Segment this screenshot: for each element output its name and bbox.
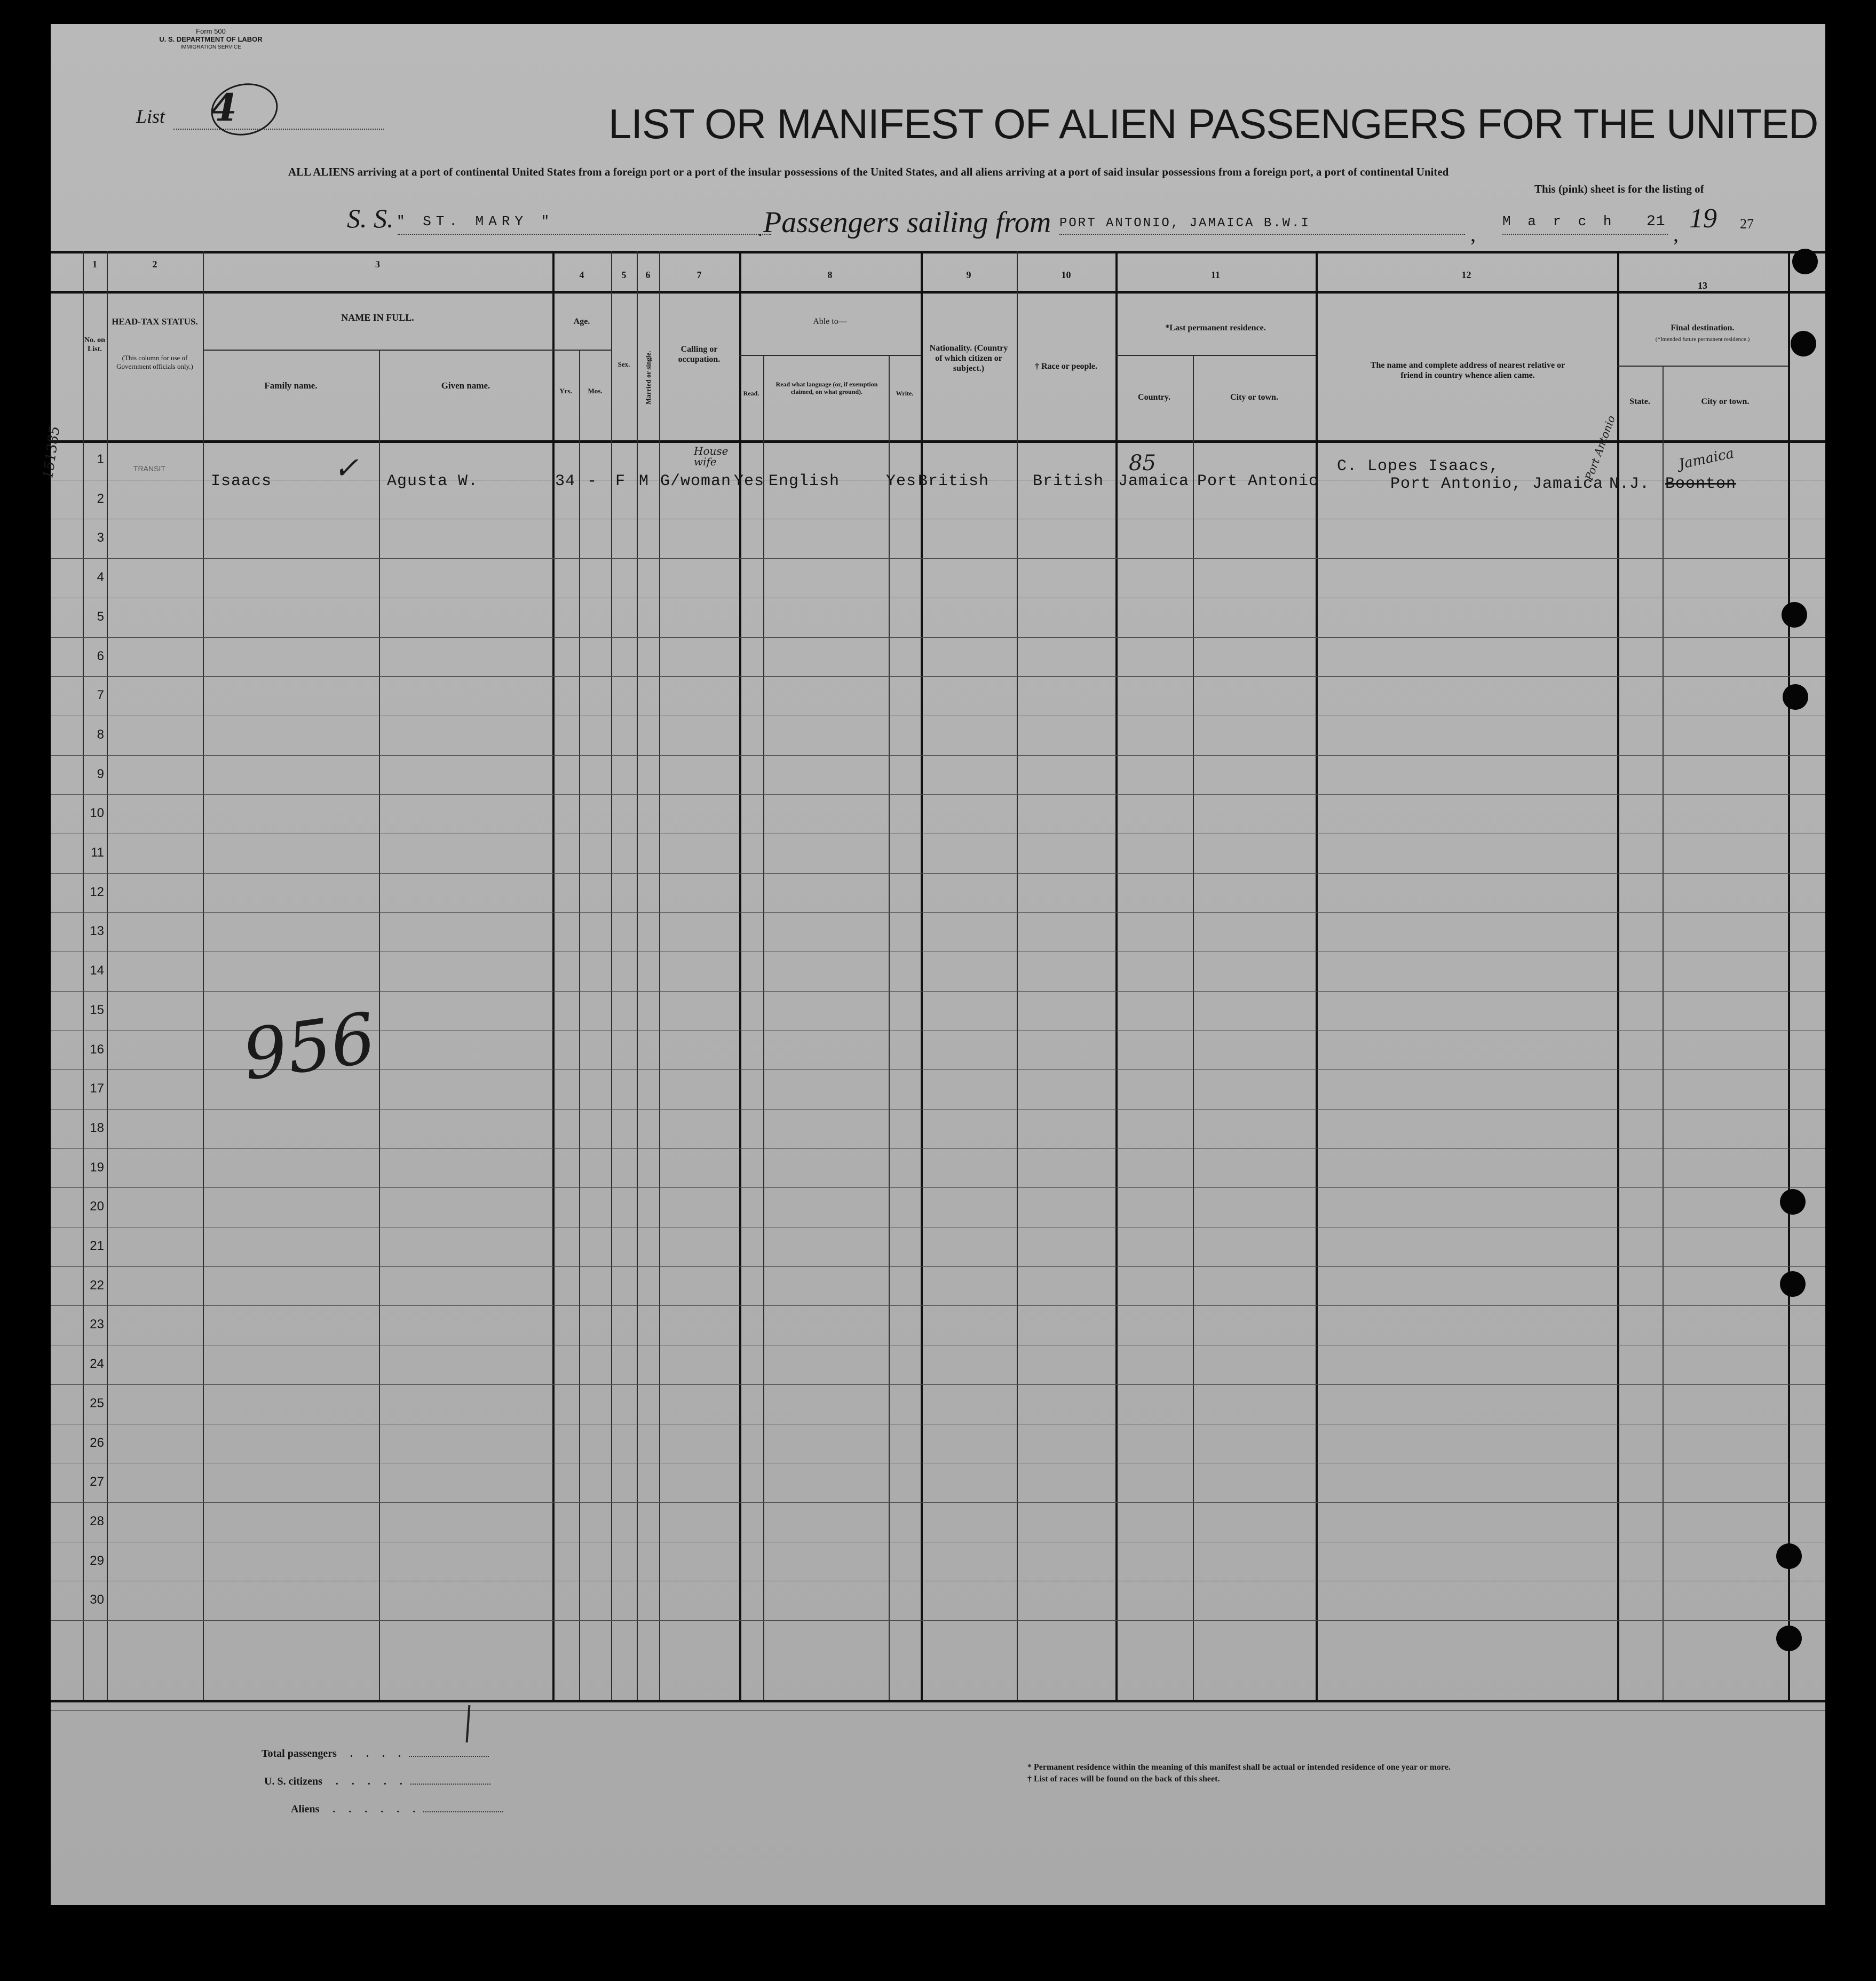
header-calling: Calling or occupation. <box>678 345 721 364</box>
col-line <box>921 251 923 1700</box>
row-number: 16 <box>90 1042 104 1057</box>
header-married: Married or single. <box>644 351 653 405</box>
can-read: Yes <box>734 472 765 490</box>
header-family-name: Family name. <box>264 381 318 391</box>
table-bottom-rule <box>51 1710 1825 1711</box>
year-prefix: 19 <box>1689 203 1717 234</box>
col-line <box>763 355 764 1700</box>
dest-annotation-jamaica: Jamaica <box>1677 445 1736 473</box>
read-language: English <box>769 472 840 490</box>
row-rule <box>51 794 1825 795</box>
col-line <box>1316 251 1318 1700</box>
sailing-label: Passengers sailing from <box>763 206 1051 239</box>
footer-total-passengers: Total passengers . . . . <box>262 1748 489 1760</box>
col-num-3: 3 <box>375 259 380 270</box>
footnote-residence: * Permanent residence within the meaning of this manifest shall be actual or intended residence of one year or more. <box>1027 1763 1451 1772</box>
col-line <box>1017 251 1018 1700</box>
department-name: U. S. DEPARTMENT OF LABOR <box>159 35 263 43</box>
col-num-10: 10 <box>1061 270 1071 280</box>
row-number: 7 <box>97 688 104 703</box>
row-rule <box>51 676 1825 677</box>
country-annotation: 85 <box>1129 451 1156 476</box>
row-number: 17 <box>90 1081 104 1096</box>
col-line <box>552 251 555 1700</box>
check-mark: ✓ <box>334 451 359 486</box>
can-write: Yes <box>886 472 917 490</box>
dest-annotation-port: Port Antonio <box>1582 414 1618 482</box>
row-number: 20 <box>90 1199 104 1214</box>
row-rule <box>51 1187 1825 1188</box>
table-bottom-border <box>51 1700 1825 1702</box>
col-num-4: 4 <box>579 270 584 280</box>
month: M a r c h <box>1502 213 1616 229</box>
row-number: 29 <box>90 1553 104 1568</box>
header-final-destination-note: (*Intended future permanent residence.) <box>1655 336 1750 343</box>
header-last-residence: *Last permanent residence. <box>1165 323 1266 332</box>
row-rule <box>51 1148 1825 1149</box>
form-number: Form 500 <box>196 27 226 35</box>
header-final-destination: Final destination. <box>1671 323 1735 332</box>
punch-hole <box>1776 1626 1802 1651</box>
row-number: 6 <box>97 648 104 663</box>
us-citizens-field <box>410 1784 490 1785</box>
aliens-label: Aliens <box>291 1803 320 1815</box>
footnote-races: † List of races will be found on the back of this sheet. <box>1027 1774 1220 1784</box>
port-of-departure: PORT ANTONIO, JAMAICA B.W.I <box>1059 216 1310 231</box>
page-title: LIST OR MANIFEST OF ALIEN PASSENGERS FOR THE UNITED <box>608 100 1818 147</box>
margin-number: 151385 <box>40 425 64 480</box>
col-line <box>579 350 580 1700</box>
row-number: 24 <box>90 1357 104 1372</box>
row-rule <box>51 1502 1825 1503</box>
row-number: 18 <box>90 1120 104 1135</box>
row-number: 9 <box>97 766 104 781</box>
occupation: G/woman <box>660 472 732 490</box>
header-race: † Race or people. <box>1034 362 1097 371</box>
header-bottom-rule <box>51 440 1825 443</box>
col-num-11: 11 <box>1210 270 1220 280</box>
table-top-border <box>51 251 1825 253</box>
occupation-annotation: House wife <box>694 445 729 468</box>
header-dest-city: City or town. <box>1701 397 1750 406</box>
col-line <box>379 350 380 1700</box>
row-number: 14 <box>90 963 104 978</box>
row-number: 1 <box>97 452 104 466</box>
total-passengers-field <box>409 1756 489 1757</box>
nationality: British <box>918 472 990 490</box>
punch-hole <box>1783 684 1808 710</box>
row-rule <box>51 912 1825 913</box>
punch-hole <box>1780 1271 1806 1297</box>
row-number: 2 <box>97 491 104 506</box>
punch-hole <box>1792 249 1818 274</box>
header-able-to: Able to— <box>813 317 847 326</box>
col-num-8: 8 <box>827 270 833 280</box>
row-number: 19 <box>90 1160 104 1175</box>
subtitle-line-1: ALL ALIENS arriving at a port of continental United States from a foreign port or a port of the insular possessions of the United States, and all aliens arriving at a port of said insular possessions from a foreign port, a port of continental United <box>288 165 1449 178</box>
relative-line-2: Port Antonio, Jamaica <box>1390 475 1604 493</box>
row-number: 3 <box>97 530 104 545</box>
col-line <box>1788 251 1790 1700</box>
dest-state: N.J. <box>1609 475 1650 493</box>
total-passengers-label: Total passengers <box>262 1748 337 1760</box>
col-num-5: 5 <box>621 270 627 280</box>
row-rule <box>51 558 1825 559</box>
residence-country: Jamaica <box>1118 472 1190 490</box>
marital-status: M <box>639 472 650 490</box>
footer-us-citizens: U. S. citizens . . . . . <box>264 1776 490 1788</box>
aliens-field <box>423 1811 503 1812</box>
header-head-tax-note: (This column for use of Government officials only.) <box>116 354 193 370</box>
col-line <box>1617 251 1619 1700</box>
given-name: Agusta W. <box>387 472 479 490</box>
col-num-12: 12 <box>1461 270 1471 280</box>
header-city-or-town: City or town. <box>1230 393 1278 402</box>
age-months: - <box>587 472 598 490</box>
col-line <box>107 251 108 1700</box>
punch-hole <box>1780 1189 1806 1215</box>
row-rule <box>51 1266 1825 1267</box>
family-name: Isaacs <box>211 472 272 490</box>
col-num-13: 13 <box>1698 280 1707 291</box>
destination-sub-rule <box>1617 366 1788 367</box>
col-line <box>739 251 741 1700</box>
row-number: 13 <box>90 924 104 939</box>
residence-sub-rule <box>1115 355 1316 356</box>
header-no-on-list: No. on List. <box>84 336 105 353</box>
row-number: 4 <box>97 570 104 585</box>
row-rule <box>51 873 1825 874</box>
row-number: 8 <box>97 727 104 742</box>
row-number: 10 <box>90 806 104 821</box>
manifest-sheet <box>40 24 1825 1905</box>
row-number: 28 <box>90 1514 104 1528</box>
header-name-in-full: NAME IN FULL. <box>341 312 414 323</box>
col-num-2: 2 <box>152 259 157 270</box>
race: British <box>1033 472 1104 490</box>
relative-line-1: C. Lopes Isaacs, <box>1337 457 1500 476</box>
row-number: 5 <box>97 609 104 624</box>
col-line <box>203 251 204 1700</box>
row-number: 27 <box>90 1475 104 1489</box>
ship-dot: . <box>758 220 763 240</box>
name-sub-rule <box>203 350 552 351</box>
footer-aliens: Aliens . . . . . . <box>291 1803 503 1816</box>
age-years: 34 <box>555 472 576 490</box>
col-line <box>637 251 638 1700</box>
col-line <box>1663 366 1664 1700</box>
col-line <box>889 355 890 1700</box>
year-suffix: 27 <box>1740 216 1754 232</box>
row-number: 12 <box>90 884 104 899</box>
transit-stamp: TRANSIT <box>133 464 165 473</box>
row-number: 30 <box>90 1592 104 1607</box>
col-line <box>659 251 660 1700</box>
age-sub-rule <box>552 350 611 351</box>
row-number: 21 <box>90 1239 104 1253</box>
able-sub-rule <box>739 355 921 356</box>
header-given-name: Given name. <box>441 381 490 391</box>
row-rule <box>51 991 1825 992</box>
port-line <box>1059 234 1465 235</box>
col-num-6: 6 <box>645 270 651 280</box>
row-number: 26 <box>90 1435 104 1450</box>
form-info <box>152 27 270 51</box>
header-read: Read. <box>743 390 759 397</box>
header-rule <box>51 291 1825 294</box>
header-country: Country. <box>1138 393 1170 402</box>
row-number: 25 <box>90 1396 104 1411</box>
row-rule <box>51 1620 1825 1621</box>
residence-city: Port Antonio <box>1197 472 1319 490</box>
header-age-mos: Mos. <box>588 387 603 395</box>
list-number: 4 <box>211 85 237 130</box>
header-write: Write. <box>896 390 914 397</box>
date-line <box>1502 234 1668 235</box>
dest-city: Boonton <box>1665 475 1737 493</box>
sex: F <box>615 472 626 490</box>
day: 21 <box>1647 213 1666 230</box>
header-read-language: Read what language (or, if exemption claimed, on what ground). <box>775 381 878 396</box>
ss-label: S. S. <box>347 203 394 233</box>
col-line <box>611 251 612 1700</box>
subtitle-line-2: This (pink) sheet is for the listing of <box>1534 183 1704 195</box>
row-number: 22 <box>90 1278 104 1293</box>
punch-hole <box>1791 331 1816 356</box>
ship-name: " ST. MARY " <box>397 213 555 229</box>
col-line <box>1115 251 1118 1700</box>
row-rule <box>51 1109 1825 1110</box>
header-age-yrs: Yrs. <box>559 387 572 395</box>
list-label: List <box>136 106 165 127</box>
row-rule <box>51 637 1825 638</box>
header-relative: The name and complete address of nearest relative or friend in country whence alien came. <box>1370 361 1565 381</box>
header-sex: Sex. <box>618 360 630 368</box>
punch-hole <box>1782 602 1807 628</box>
row-rule <box>51 755 1825 756</box>
col-num-7: 7 <box>696 270 702 280</box>
us-citizens-label: U. S. citizens <box>264 1776 322 1787</box>
port-comma: , <box>1470 222 1476 246</box>
col-num-9: 9 <box>966 270 971 280</box>
list-line <box>173 129 384 130</box>
row-number: 23 <box>90 1317 104 1332</box>
header-state: State. <box>1629 397 1650 406</box>
col-num-1: 1 <box>92 259 97 270</box>
ship-line <box>398 234 771 235</box>
row-rule <box>51 1305 1825 1306</box>
service-name: IMMIGRATION SERVICE <box>180 44 241 50</box>
header-age: Age. <box>573 317 590 326</box>
punch-hole <box>1776 1543 1802 1569</box>
row-rule <box>51 1384 1825 1385</box>
header-head-tax: HEAD-TAX STATUS. <box>112 316 198 327</box>
date-comma: , <box>1673 222 1679 246</box>
header-nationality: Nationality. (Country of which citizen or subject.) <box>929 344 1008 374</box>
row-number: 11 <box>91 845 104 860</box>
row-number: 15 <box>90 1002 104 1017</box>
col-line <box>1193 355 1194 1700</box>
handwritten-mark: 956 <box>238 997 381 1096</box>
